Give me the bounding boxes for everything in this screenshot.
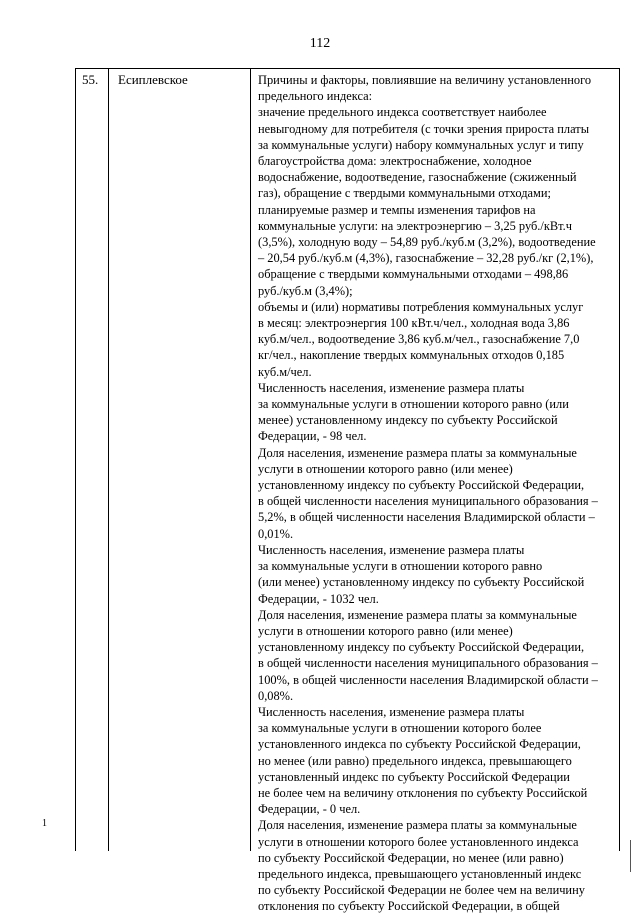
municipality-name-cell: Есиплевское xyxy=(118,72,188,87)
description-line: за коммунальные услуги в отношении которого равно (или xyxy=(258,397,569,412)
description-line: 0,08%. xyxy=(258,688,294,703)
description-line: Доля населения, изменение размера платы за коммунальные xyxy=(258,607,577,622)
description-line: Доля населения, изменение размера платы за коммунальные xyxy=(258,818,577,833)
description-line: услуги в отношении которого более установленного индекса xyxy=(258,834,579,849)
description-line: коммунальные услуги: на электроэнергию – 3,25 руб./кВт.ч xyxy=(258,218,572,233)
page-edge-mark xyxy=(630,840,631,872)
description-line: Федерации, - 1032 чел. xyxy=(258,591,379,606)
description-line: Причины и факторы, повлиявшие на величину установленного xyxy=(258,73,592,87)
description-line: по субъекту Российской Федерации не более чем на величину xyxy=(258,883,585,898)
description-line: 0,01%. xyxy=(258,526,294,541)
description-line: не более чем на величину отклонения по субъекту Российской xyxy=(258,785,588,800)
description-line: 100%, в общей численности населения Владимирской области – xyxy=(258,672,598,687)
description-line: за коммунальные услуги в отношении которого более xyxy=(258,721,542,736)
margin-mark: 1 xyxy=(42,818,47,829)
description-line: но менее (или равно) предельного индекса, превышающего xyxy=(258,753,572,768)
description-line: установленному индексу по субъекту Российской Федерации, xyxy=(258,640,585,655)
page-number: 112 xyxy=(309,36,331,51)
description-line: Численность населения, изменение размера платы xyxy=(258,380,525,395)
description-line: планируемые размер и темпы изменения тарифов на xyxy=(258,202,536,217)
description-line: обращение с твердыми коммунальными отходами – 498,86 xyxy=(258,267,569,282)
description-line: в общей численности населения муниципального образования – xyxy=(258,656,598,671)
data-table xyxy=(75,68,620,914)
column-divider xyxy=(108,69,109,851)
description-line: объемы и (или) нормативы потребления коммунальных услуг xyxy=(258,299,584,314)
description-line: (3,5%), холодную воду – 54,89 руб./куб.м (3,2%), водоотведение xyxy=(258,235,596,250)
description-line: установленному индексу по субъекту Российской Федерации, xyxy=(258,478,585,493)
description-line: Федерации, - 98 чел. xyxy=(258,429,367,444)
description-line: установленного индекса по субъекту Российской Федерации, xyxy=(258,737,581,752)
description-line: Численность населения, изменение размера платы xyxy=(258,542,525,557)
description-line: услуги в отношении которого равно (или менее) xyxy=(258,623,513,638)
description-line: в месяц: электроэнергия 100 кВт.ч/чел., холодная вода 3,86 xyxy=(258,316,570,331)
description-line: Федерации, - 0 чел. xyxy=(258,802,361,817)
description-line: водоснабжение, водоотведение, газоснабжение (сжиженный xyxy=(258,170,577,185)
description-line: за коммунальные услуги) набору коммунальных услуг и типу xyxy=(258,137,584,152)
description-line: невыгодному для потребителя (с точки зрения прироста платы xyxy=(258,121,590,136)
description-line: установленный индекс по субъекту Российской Федерации xyxy=(258,769,570,784)
description-cell xyxy=(258,72,614,915)
row-number-cell: 55. xyxy=(82,72,99,87)
description-line: значение предельного индекса соответствует наиболее xyxy=(258,105,547,120)
description-line: Доля населения, изменение размера платы за коммунальные xyxy=(258,445,577,460)
description-line: предельного индекса: xyxy=(258,89,373,104)
description-line: отклонения по субъекту Российской Федерации, в общей xyxy=(258,899,560,914)
description-line: куб.м/чел. xyxy=(258,364,312,379)
description-line: по субъекту Российской Федерации, но менее (или равно) xyxy=(258,850,564,865)
description-line: Численность населения, изменение размера платы xyxy=(258,704,525,719)
column-divider xyxy=(250,69,251,851)
description-line: в общей численности населения муниципального образования – xyxy=(258,494,598,509)
description-line: – 20,54 руб./куб.м (4,3%), газоснабжение – 32,28 руб./кг (2,1%), xyxy=(258,251,594,266)
description-line: менее) установленному индексу по субъекту Российской xyxy=(258,413,558,428)
description-line: благоустройства дома: электроснабжение, холодное xyxy=(258,154,532,169)
description-line: кг/чел., накопление твердых коммунальных отходов 0,185 xyxy=(258,348,565,363)
description-line: 5,2%, в общей численности населения Владимирской области – xyxy=(258,510,595,525)
description-line: за коммунальные услуги в отношении которого равно xyxy=(258,559,543,574)
description-line: куб.м/чел., водоотведение 3,86 куб.м/чел., газоснабжение 7,0 xyxy=(258,332,580,347)
description-line: услуги в отношении которого равно (или менее) xyxy=(258,461,513,476)
description-line: (или менее) установленному индексу по субъекту Российской xyxy=(258,575,585,590)
description-line: руб./куб.м (3,4%); xyxy=(258,283,353,298)
description-line: газ), обращение с твердыми коммунальными отходами; xyxy=(258,186,551,201)
description-line: предельного индекса, превышающего установленный индекс xyxy=(258,866,582,881)
